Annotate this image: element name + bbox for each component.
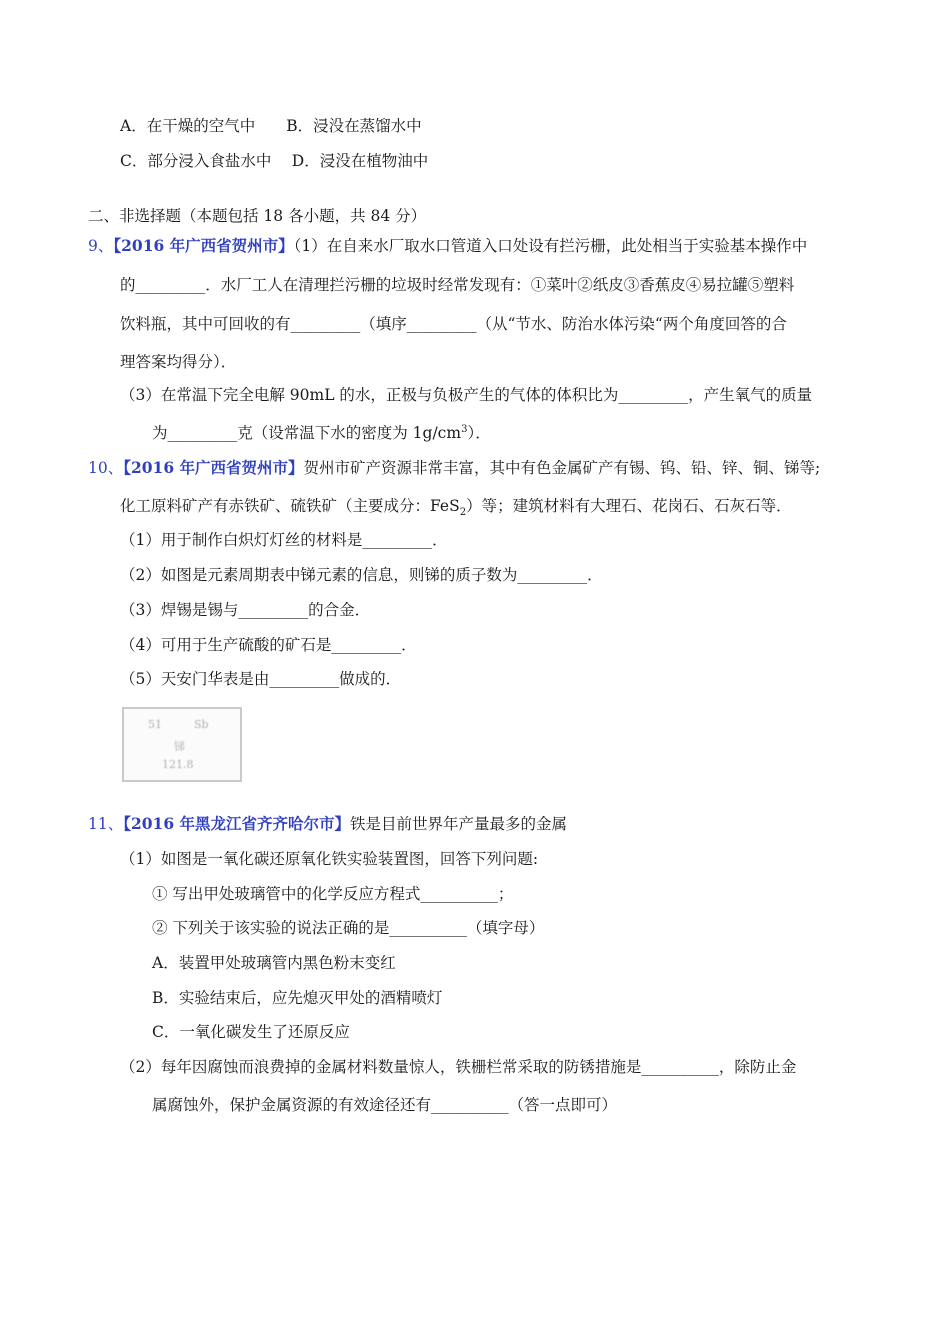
question-10-part-2: （2）如图是元素周期表中锑元素的信息，则锑的质子数为_________． xyxy=(120,566,603,584)
question-11-part-2: （2）每年因腐蚀而浪费掉的金属材料数量惊人，铁栅栏常采取的防锈措施是__________，除防止金 xyxy=(120,1058,797,1076)
question-9-part-3-cont xyxy=(152,423,491,443)
question-10-part-5: （5）天安门华表是由_________做成的． xyxy=(120,670,402,688)
question-11-part-1: （1）如图是一氧化碳还原氧化铁实验装置图，回答下列问题: xyxy=(120,850,539,868)
question-9-line-2: 的_________．水厂工人在清理拦污栅的垃圾时经常发现有：①菜叶②纸皮③香蕉皮④易拉罐⑤塑料 xyxy=(120,276,795,294)
question-11-sub-2: ② 下列关于该实验的说法正确的是__________（填字母） xyxy=(152,919,545,937)
question-10-line-2 xyxy=(120,496,792,519)
subscript-2: 2 xyxy=(459,507,467,519)
question-9-number: 9、 xyxy=(88,237,114,255)
question-11-number: 11、 xyxy=(88,815,124,833)
question-10-number: 10、 xyxy=(88,459,124,477)
superscript-3: 3 xyxy=(461,423,468,435)
periodic-table-tile xyxy=(122,707,242,782)
question-9-text: （1）在自来水厂取水口管道入口处设有拦污栅，此处相当于实验基本操作中 xyxy=(293,237,808,255)
question-9-header xyxy=(88,236,807,256)
question-9-source: 【2016 年广西省贺州市】 xyxy=(113,236,294,255)
question-10-text: 贺州市矿产资源非常丰富，其中有色金属矿产有锡、钨、铅、锌、铜、锑等; xyxy=(303,459,821,477)
question-11-sub-1: ① 写出甲处玻璃管中的化学反应方程式__________； xyxy=(152,885,514,903)
question-9-line-4: 理答案均得分）． xyxy=(120,353,237,371)
question-10-line-2-b: ）等；建筑材料有大理石、花岗石、石灰石等． xyxy=(466,497,792,515)
question-10-part-1: （1）用于制作白炽灯灯丝的材料是_________． xyxy=(120,531,448,549)
option-line-ab: A．在干燥的空气中 B．浸没在蒸馏水中 xyxy=(120,117,422,135)
question-11-option-a: A．装置甲处玻璃管内黑色粉末变红 xyxy=(152,954,396,972)
tile-atomic-number: 51 xyxy=(148,718,162,731)
question-11-part-2-cont: 属腐蚀外，保护金属资源的有效途径还有__________（答一点即可） xyxy=(152,1096,618,1114)
tile-symbol: Sb xyxy=(194,718,209,731)
tile-atomic-mass: 121.8 xyxy=(162,758,194,771)
tile-name: 锑 xyxy=(174,740,185,753)
question-11-option-c: C．一氧化碳发生了还原反应 xyxy=(152,1023,350,1041)
question-10-header xyxy=(88,458,820,478)
question-11-header xyxy=(88,814,567,834)
question-11-source: 【2016 年黑龙江省齐齐哈尔市】 xyxy=(123,814,351,833)
option-line-cd: C．部分浸入食盐水中 D．浸没在植物油中 xyxy=(120,152,429,170)
question-11-text: 铁是目前世界年产量最多的金属 xyxy=(350,815,568,833)
question-10-part-3: （3）焊锡是锡与_________的合金． xyxy=(120,601,371,619)
question-9-part-3: （3）在常温下完全电解 90mL 的水，正极与负极产生的气体的体积比为_________，产生氧气的质量 xyxy=(120,386,813,404)
question-10-line-2-a: 化工原料矿产有赤铁矿、硫铁矿（主要成分：FeS xyxy=(120,497,460,515)
question-10-part-4: （4）可用于生产硫酸的矿石是_________． xyxy=(120,636,417,654)
question-9-density-text: 为_________克（设常温下水的密度为 1g/cm xyxy=(152,424,462,442)
question-11-option-b: B．实验结束后，应先熄灭甲处的酒精喷灯 xyxy=(152,989,443,1007)
question-10-source: 【2016 年广西省贺州市】 xyxy=(123,458,304,477)
question-9-end: ）． xyxy=(467,424,491,442)
section-heading: 二、非选择题（本题包括 18 各小题，共 84 分） xyxy=(88,207,427,225)
question-9-line-3: 饮料瓶，其中可回收的有_________（填序_________（从“节水、防治水体污染“两个角度回答的合 xyxy=(120,315,787,333)
